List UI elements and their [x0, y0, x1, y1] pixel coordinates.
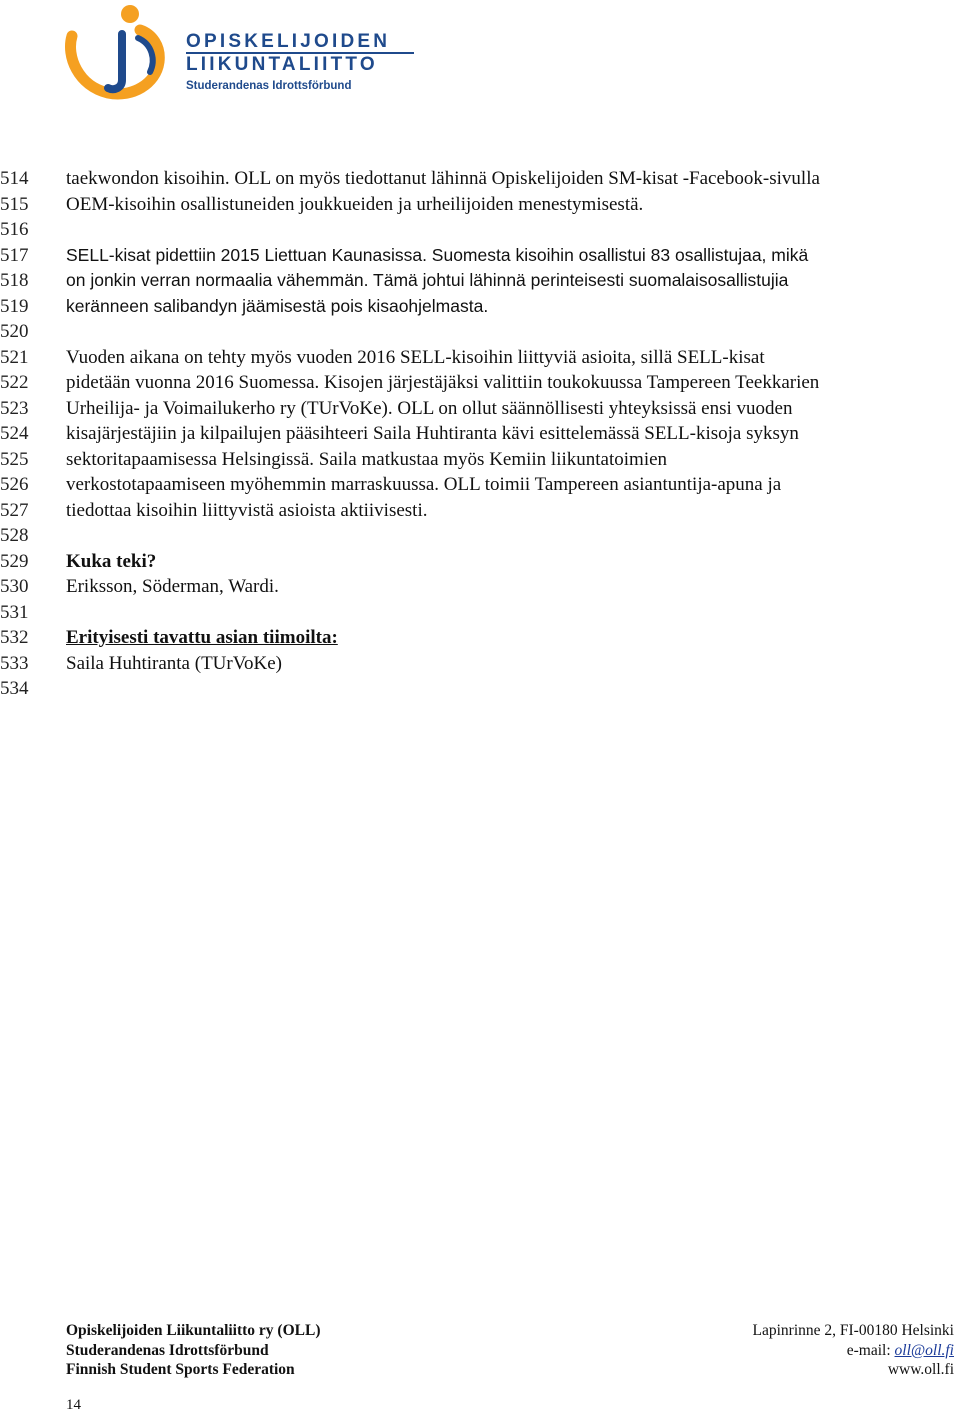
line-number: 534	[0, 678, 29, 699]
line-number: 533	[0, 652, 29, 674]
footer-org-name-english: Finnish Student Sports Federation	[66, 1361, 295, 1378]
met-text: Saila Huhtiranta (TUrVoKe)	[66, 652, 282, 674]
line-number: 521	[0, 346, 29, 368]
line-number: 525	[0, 448, 29, 470]
line-number: 527	[0, 499, 29, 521]
line-number: 514	[0, 168, 29, 189]
logo-wordmark	[186, 30, 390, 94]
line-number: 523	[0, 397, 29, 419]
text-line: sektoritapaamisessa Helsingissä. Saila matkustaa myös Kemiin liikuntatoimien	[66, 448, 668, 470]
line-number: 516	[0, 219, 29, 240]
line-number: 518	[0, 270, 29, 291]
line-number: 531	[0, 601, 29, 623]
line-number: 532	[0, 627, 29, 648]
logo-line-1: OPISKELIJOIDEN	[186, 31, 391, 52]
footer-org-name-swedish: Studerandenas Idrottsförbund	[66, 1341, 269, 1359]
text-line: keränneen salibandyn jäämisestä pois kisaohjelmasta.	[66, 295, 489, 316]
line-number: 530	[0, 576, 29, 597]
met-heading: Erityisesti tavattu asian tiimoilta:	[66, 627, 338, 648]
footer-website[interactable]: www.oll.fi	[887, 1361, 954, 1378]
logo-line-2: LIIKUNTALIITTO	[186, 54, 378, 75]
line-number: 529	[0, 550, 29, 572]
footer-email-link[interactable]: oll@oll.fi	[894, 1341, 954, 1359]
logo-divider	[186, 52, 414, 54]
line-number: 526	[0, 474, 29, 495]
footer-email-label: e-mail:	[846, 1341, 895, 1359]
logo-line-3: Studerandenas Idrottsförbund	[186, 80, 352, 92]
text-line: tiedottaa kisoihin liittyvistä asioista aktiivisesti.	[66, 499, 428, 521]
text-line: Urheilija- ja Voimailukerho ry (TUrVoKe). OLL on ollut säännöllisesti yhteyksissä ensi vuoden	[66, 397, 793, 419]
oll-logo	[64, 0, 391, 100]
who-text: Eriksson, Söderman, Wardi.	[66, 576, 279, 597]
document-body	[66, 166, 956, 676]
text-line: kisajärjestäjiin ja kilpailujen pääsihteeri Saila Huhtiranta kävi esittelemässä SELL-kisoja syksyn	[66, 423, 799, 444]
line-number: 515	[0, 193, 29, 215]
line-number: 522	[0, 372, 29, 393]
text-line: on jonkin verran normaalia vähemmän. Tämä johtui lähinnä perinteisesti suomalaisosallistujia	[66, 270, 789, 290]
text-line: SELL-kisat pidettiin 2015 Liettuan Kaunasissa. Suomesta kisoihin osallistui 83 osallistujaa, mikä	[66, 244, 809, 265]
who-heading: Kuka teki?	[66, 550, 157, 572]
text-line: OEM-kisoihin osallistuneiden joukkueiden ja urheilijoiden menestymisestä.	[66, 193, 644, 215]
line-number: 520	[0, 321, 29, 342]
text-line: pidetään vuonna 2016 Suomessa. Kisojen järjestäjäksi valittiin toukokuussa Tampereen Teekkarien	[66, 372, 820, 393]
footer-contact	[753, 1321, 954, 1380]
line-number: 524	[0, 423, 29, 444]
line-number-gutter	[0, 166, 40, 702]
page-number: 14	[66, 1397, 81, 1413]
footer-address: Lapinrinne 2, FI-00180 Helsinki	[752, 1322, 954, 1339]
oll-logo-icon	[64, 0, 174, 100]
footer-email-row	[753, 1341, 954, 1361]
text-line: taekwondon kisoihin. OLL on myös tiedottanut lähinnä Opiskelijoiden SM-kisat -Facebook-sivulla	[66, 168, 820, 189]
text-line: Vuoden aikana on tehty myös vuoden 2016 SELL-kisoihin liittyviä asioita, sillä SELL-kisat	[66, 346, 765, 368]
footer-organization	[66, 1321, 321, 1380]
line-number: 519	[0, 295, 29, 317]
text-line: verkostotapaamiseen myöhemmin marraskuussa. OLL toimii Tampereen asiantuntija-apuna ja	[66, 474, 782, 495]
line-number: 517	[0, 244, 29, 266]
line-number: 528	[0, 525, 29, 546]
footer-org-name: Opiskelijoiden Liikuntaliitto ry (OLL)	[66, 1322, 321, 1339]
